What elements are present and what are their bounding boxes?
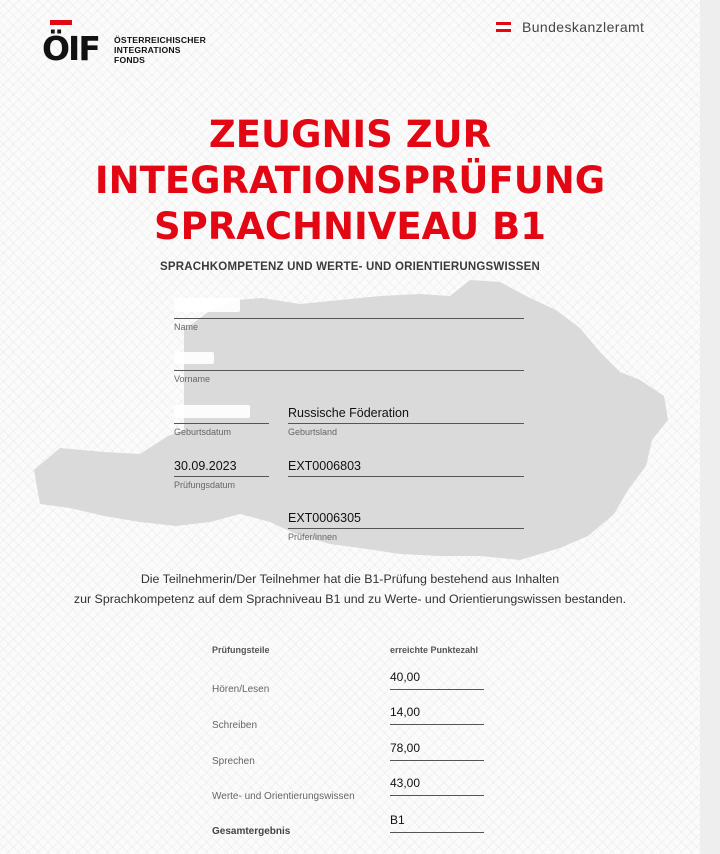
ministry-name: Bundeskanzleramt: [522, 19, 645, 35]
score-value: 14,00: [390, 705, 421, 719]
vorname-field: [174, 350, 524, 384]
pruefer-value: EXT0006305: [288, 511, 361, 525]
oif-logo-line: FONDS: [114, 55, 146, 65]
exam-code-field: [288, 456, 524, 477]
result-row-score: [390, 705, 484, 725]
field-line: [174, 423, 269, 424]
score-value: 40,00: [390, 670, 421, 684]
oif-logo-bar: [50, 20, 72, 25]
certificate-subtitle: SPRACHKOMPETENZ UND WERTE- UND ORIENTIERUNGSWISSEN: [160, 261, 540, 273]
geburtsdatum-field: [174, 403, 269, 437]
name-label: Name: [174, 322, 199, 332]
oif-logo: [42, 20, 242, 70]
oif-logo-name: [114, 35, 206, 65]
score-line: [390, 724, 484, 725]
geburtsdatum-label: Geburtsdatum: [174, 427, 232, 437]
field-line: [288, 476, 524, 477]
pruefer-label: Prüfer/innen: [288, 532, 338, 542]
result-row-label: Hören/Lesen: [212, 684, 270, 695]
name-field: [174, 298, 524, 332]
statement-line: zur Sprachkompetenz auf dem Sprachniveau B1 und zu Werte- und Orientierungswissen bestanden.: [73, 592, 627, 606]
redaction: [174, 352, 214, 364]
oif-logo-mark: ÖIF: [42, 29, 99, 68]
pruefer-field: [288, 508, 524, 542]
field-line: [174, 476, 269, 477]
result-row-label-total: Gesamtergebnis: [212, 826, 291, 837]
pruefungsdatum-field: [174, 456, 269, 490]
pruefungsdatum-label: Prüfungsdatum: [174, 480, 236, 490]
field-line: [288, 528, 524, 529]
oif-logo-line: INTEGRATIONS: [114, 45, 181, 55]
pruefungsdatum-value: 30.09.2023: [174, 459, 237, 473]
certificate-title: [0, 112, 700, 250]
geburtsland-value: Russische Föderation: [288, 406, 409, 420]
field-line: [288, 423, 524, 424]
austrian-flag-icon: [496, 22, 511, 32]
title-line: SPRACHNIVEAU B1: [153, 205, 547, 248]
score-line: [390, 795, 484, 796]
result-row-label: Schreiben: [212, 720, 258, 731]
title-line: ZEUGNIS ZUR: [208, 113, 492, 156]
col-header-points: erreichte Punktezahl: [390, 645, 479, 655]
exam-code-value: EXT0006803: [288, 459, 361, 473]
redaction: [174, 405, 250, 418]
geburtsland-label: Geburtsland: [288, 427, 338, 437]
result-row-score: [390, 741, 484, 761]
score-line: [390, 689, 484, 690]
result-row-label: Werte- und Orientierungswissen: [212, 791, 355, 802]
result-row-score: [390, 776, 484, 796]
field-line: [174, 370, 524, 371]
redaction: [174, 298, 240, 312]
score-line: [390, 832, 484, 833]
score-value: B1: [390, 813, 405, 827]
score-value: 78,00: [390, 741, 421, 755]
result-row-score-total: [390, 813, 484, 833]
statement-line: Die Teilnehmerin/Der Teilnehmer hat die B1-Prüfung bestehend aus Inhalten: [140, 572, 560, 586]
oif-logo-line: ÖSTERREICHISCHER: [114, 35, 207, 45]
pass-statement: [0, 569, 700, 609]
score-value: 43,00: [390, 776, 421, 790]
field-line: [174, 318, 524, 319]
geburtsland-field: [288, 403, 524, 437]
vorname-label: Vorname: [174, 374, 211, 384]
page-edge: [700, 0, 720, 854]
result-row-label: Sprechen: [212, 756, 255, 767]
result-row-score: [390, 670, 484, 690]
score-line: [390, 760, 484, 761]
title-line: INTEGRATIONSPRÜFUNG: [94, 159, 606, 202]
col-header-parts: Prüfungsteile: [212, 645, 270, 655]
